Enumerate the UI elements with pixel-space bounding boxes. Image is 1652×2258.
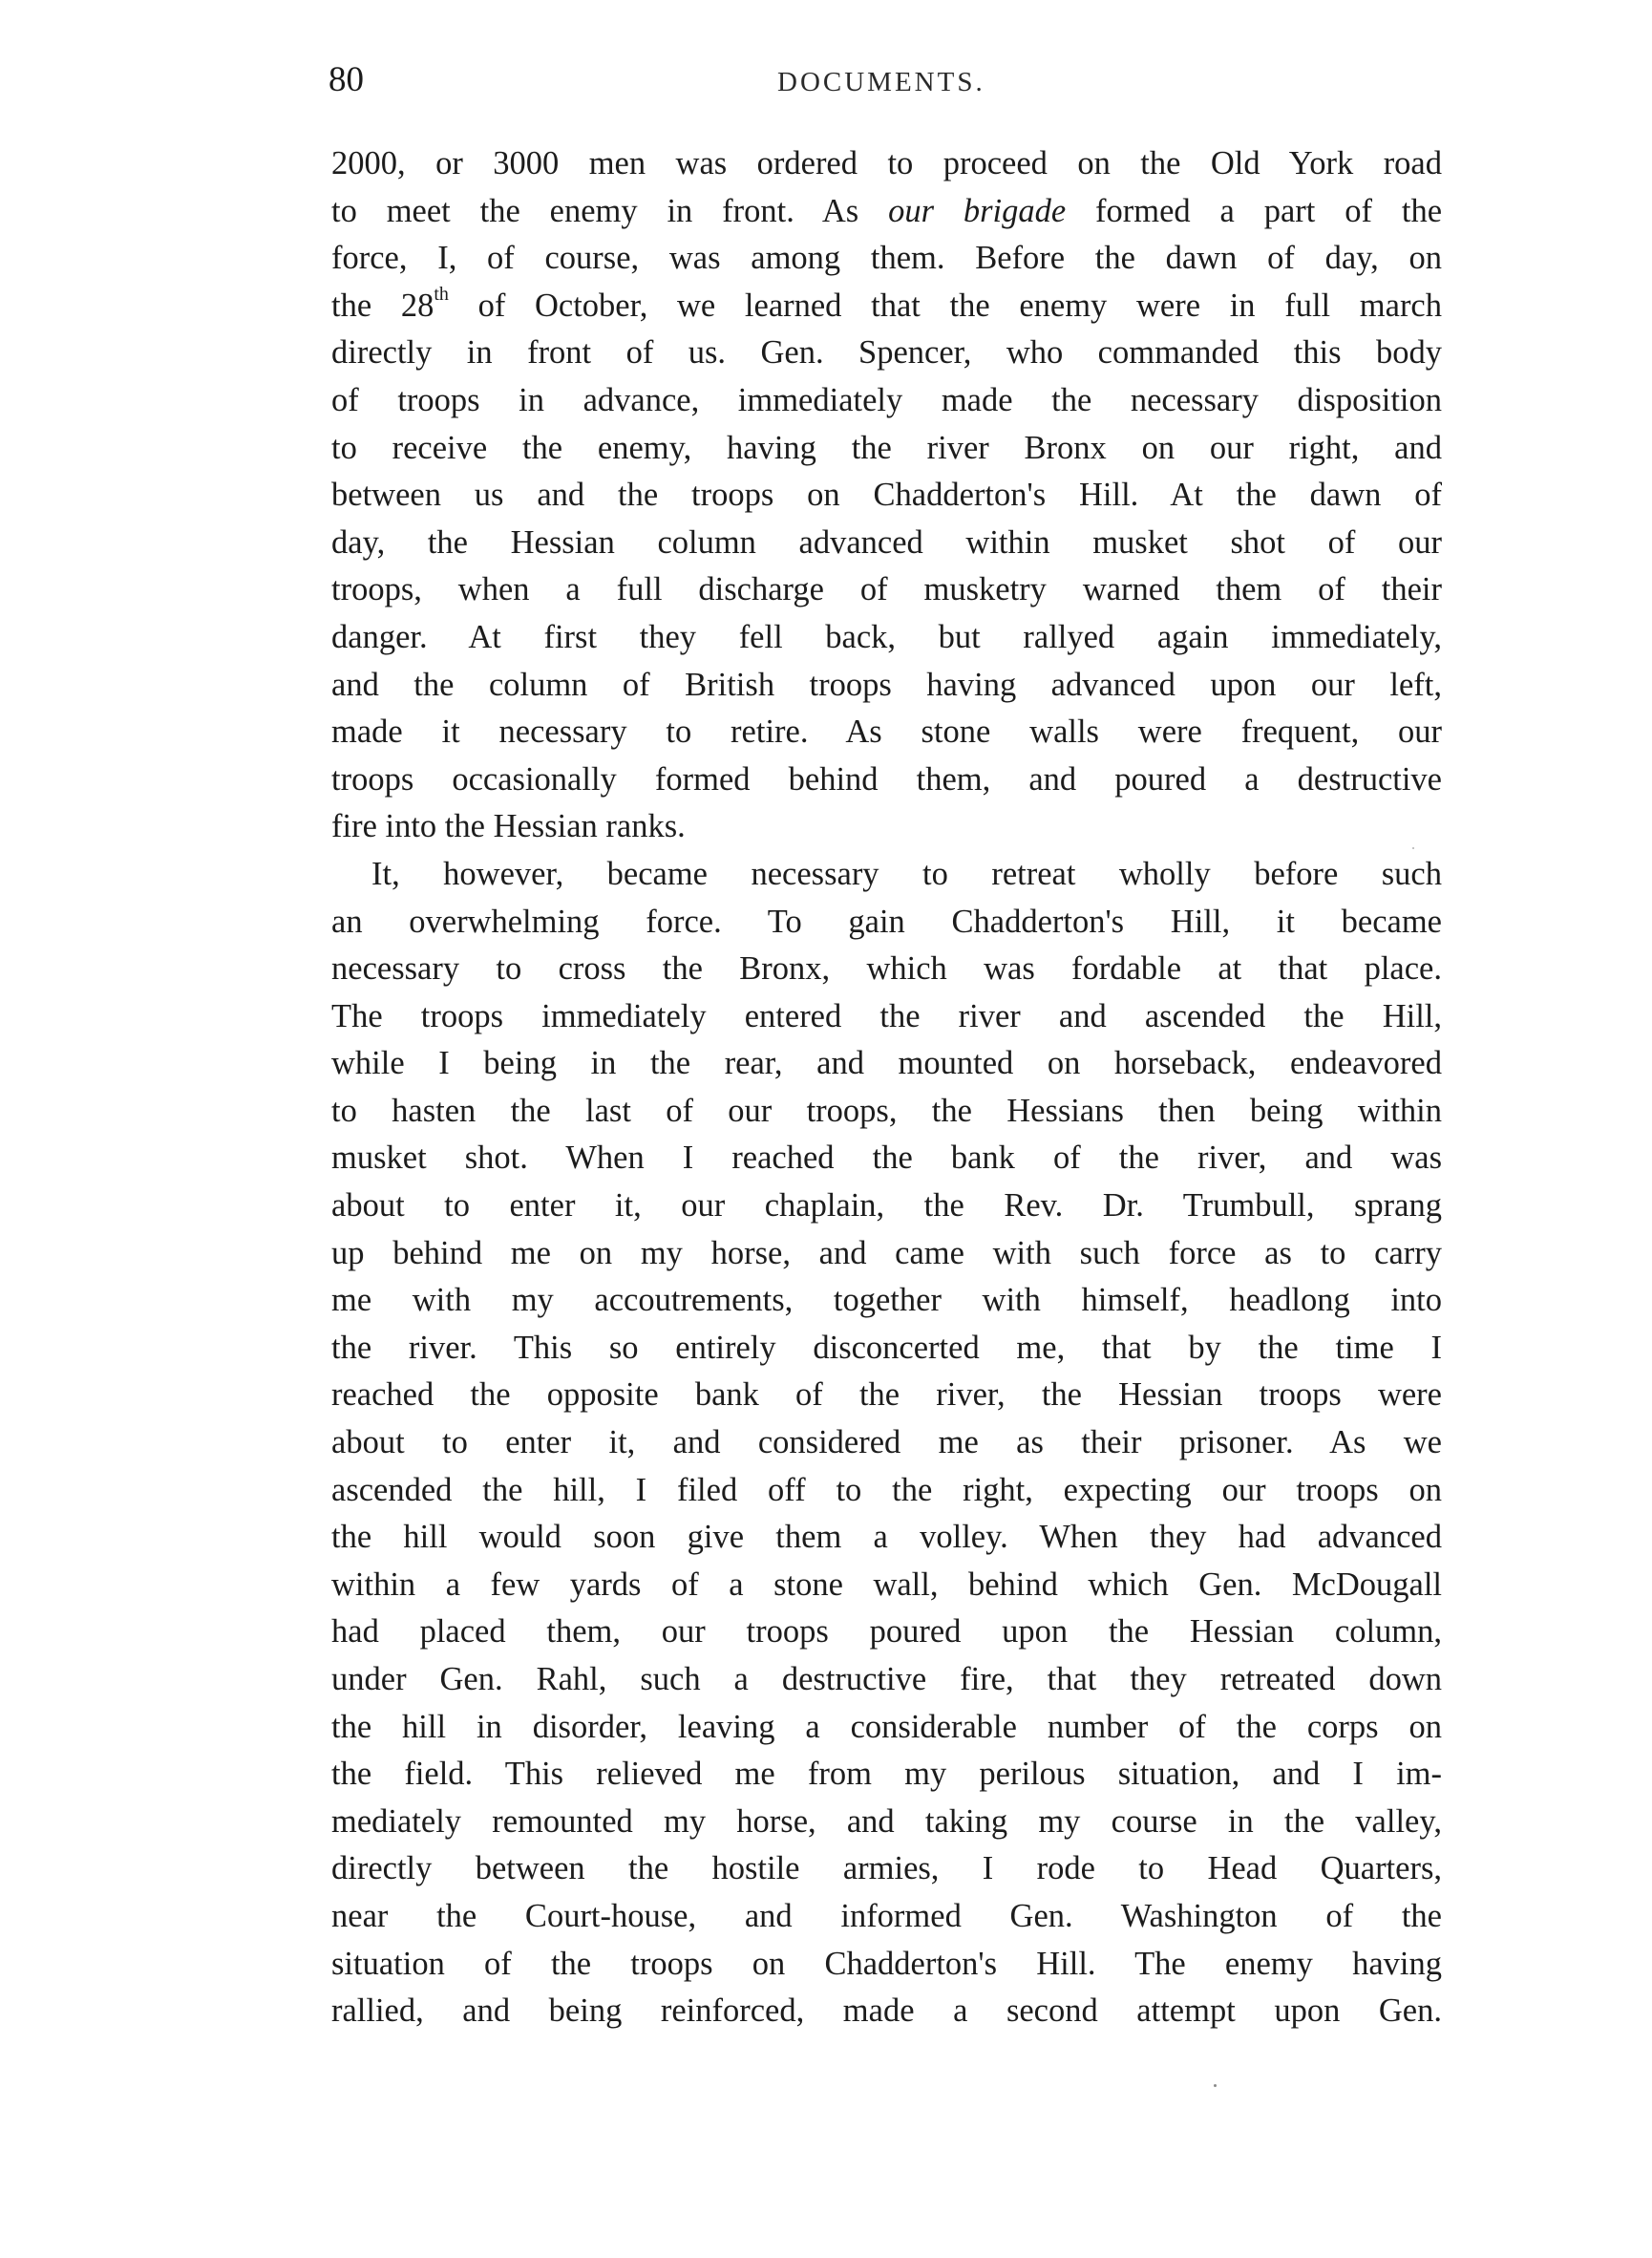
text-line: the hill in disorder, leaving a considerable number of the corps on: [331, 1708, 1442, 1745]
text-line: [331, 283, 1442, 330]
text-line: up behind me on my horse, and came with such force as to carry: [331, 1234, 1442, 1271]
text-line: to receive the enemy, having the river Bronx on our right, and: [331, 429, 1442, 466]
text-line: The troops immediately entered the river and ascended the Hill,: [331, 997, 1442, 1034]
text-line: day, the Hessian column advanced within musket shot of our: [331, 523, 1442, 561]
text-line: ascended the hill, I filed off to the right, expecting our troops on: [331, 1471, 1442, 1508]
text-line: directly between the hostile armies, I rode to Head Quarters,: [331, 1850, 1442, 1887]
text-line: mediately remounted my horse, and taking my course in the valley,: [331, 1802, 1442, 1840]
page-number: 80: [328, 60, 364, 99]
body-text: [331, 140, 1442, 2035]
text-line: force, I, of course, was among them. Before the dawn of day, on: [331, 240, 1442, 277]
text-segment: formed a part of the: [1066, 192, 1443, 229]
text-segment: to meet the enemy in front. As: [331, 192, 889, 229]
running-title: DOCUMENTS.: [777, 67, 985, 97]
text-line: under Gen. Rahl, such a destructive fire, that they retreated down: [331, 1661, 1442, 1697]
text-line: musket shot. When I reached the bank of the river, and was: [331, 1140, 1442, 1177]
text-line: necessary to cross the Bronx, which was fordable at that place.: [331, 950, 1442, 988]
text-line: rallied, and being reinforced, made a second attempt upon Gen.: [331, 1992, 1442, 2030]
text-line: between us and the troops on Chadderton's Hill. At the dawn of: [331, 477, 1442, 514]
text-line: within a few yards of a stone wall, behind which Gen. McDougall: [331, 1566, 1442, 1603]
text-line: while I being in the rear, and mounted on horseback, endeavored: [331, 1045, 1442, 1082]
text-line: made it necessary to retire. As stone walls were frequent, our: [331, 714, 1442, 751]
text-line: fire into the Hessian ranks.: [331, 808, 686, 845]
text-line: the field. This relieved me from my perilous situation, and I im-: [331, 1756, 1442, 1793]
text-line: directly in front of us. Gen. Spencer, who commanded this body: [331, 334, 1442, 372]
text-line: near the Court-house, and informed Gen. Washington of the: [331, 1897, 1442, 1934]
text-line: an overwhelming force. To gain Chadderton's Hill, it became: [331, 903, 1442, 940]
text-line: to hasten the last of our troops, the Hessians then being within: [331, 1092, 1442, 1129]
text-line: situation of the troops on Chadderton's Hill. The enemy having: [331, 1945, 1442, 1982]
text-line: danger. At first they fell back, but rallyed again immediately,: [331, 618, 1442, 655]
text-line: of troops in advance, immediately made the necessary disposition: [331, 381, 1442, 418]
text-line: troops occasionally formed behind them, and poured a destructive: [331, 760, 1442, 798]
ordinal-superscript: th: [434, 283, 449, 305]
text-line: [331, 188, 1442, 236]
scan-speck: [1214, 2084, 1217, 2087]
text-line: had placed them, our troops poured upon the Hessian column,: [331, 1613, 1442, 1651]
scan-speck: [1412, 847, 1414, 849]
text-segment: of October, we learned that the enemy were in full march: [448, 287, 1442, 324]
text-line: 2000, or 3000 men was ordered to proceed on the Old York road: [331, 145, 1442, 181]
text-line: the river. This so entirely disconcerted me, that by the time I: [331, 1329, 1442, 1366]
text-line: about to enter it, and considered me as their prisoner. As we: [331, 1424, 1442, 1461]
text-segment: the 28: [331, 287, 434, 324]
text-line: and the column of British troops having advanced upon our left,: [331, 666, 1442, 703]
text-line: me with my accoutrements, together with himself, headlong into: [331, 1282, 1442, 1319]
text-line: reached the opposite bank of the river, the Hessian troops were: [331, 1376, 1442, 1414]
text-line: It, however, became necessary to retreat wholly before such: [371, 855, 1442, 892]
text-line: the hill would soon give them a volley. When they had advanced: [331, 1519, 1442, 1556]
running-head: [328, 59, 1455, 117]
text-line: troops, when a full discharge of musketry warned them of their: [331, 571, 1442, 608]
text-line: about to enter it, our chaplain, the Rev. Dr. Trumbull, sprang: [331, 1187, 1442, 1225]
italic-phrase: our brigade: [888, 192, 1067, 229]
